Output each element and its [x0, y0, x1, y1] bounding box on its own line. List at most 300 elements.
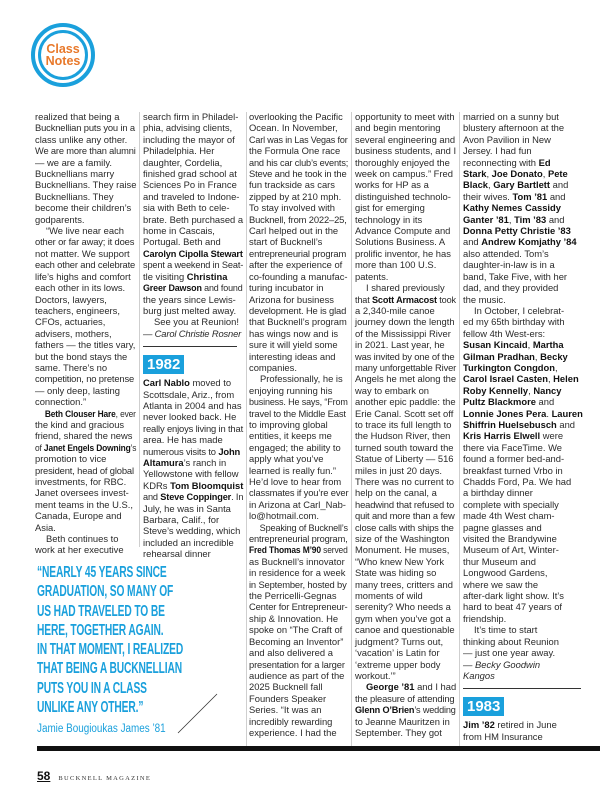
text-line: [355, 556, 456, 567]
bold-name: Carolyn Cipolla Stewart: [143, 247, 243, 259]
text-line: [463, 522, 587, 533]
text-line: [355, 522, 456, 533]
text-run: hard to beat 47 years of: [463, 601, 563, 613]
text-line: [35, 294, 136, 305]
text-run: a birthday dinner: [463, 487, 533, 499]
text-line: [143, 214, 243, 225]
text-run: gym when you’ve got a: [355, 612, 451, 624]
text-run: ,: [534, 350, 541, 362]
text-run: turing incubator in: [249, 282, 324, 294]
text-run: took: [436, 293, 456, 305]
bold-name: Steve Coppinger: [160, 491, 232, 503]
text-run: promotion to vice: [35, 453, 107, 465]
text-run: miles in just 20 days.: [355, 464, 443, 476]
text-run: many unforgettable River: [355, 361, 457, 373]
text-line: [249, 579, 348, 590]
text-line: [355, 373, 456, 384]
text-line: [355, 316, 456, 327]
text-line: [249, 659, 348, 670]
text-run: ,: [542, 168, 548, 180]
text-run: ’s ranch in: [183, 456, 227, 468]
text-run: It’s time to start: [474, 624, 538, 636]
text-run: size of the Washington: [355, 533, 450, 545]
text-run: I shared previously: [366, 282, 445, 294]
text-run: — only deep, lasting: [35, 384, 120, 396]
text-line: [35, 145, 135, 156]
text-run: Bucknell, from 2022–25,: [249, 213, 347, 225]
text-line: [463, 659, 587, 670]
text-line: [35, 373, 136, 384]
bold-name: Tom Bloomquist: [170, 479, 244, 491]
text-line: [463, 145, 587, 156]
decorative-slash: [170, 690, 225, 738]
text-line: [463, 544, 587, 555]
text-run: start of Bucknell’s: [249, 236, 323, 248]
text-run: that Bucknell’s program: [249, 316, 347, 328]
text-run: found a former bed-and-: [463, 453, 565, 465]
text-line: [249, 636, 348, 647]
text-run: including the mayor of: [143, 133, 235, 145]
bold-name: Joe Donato: [491, 168, 543, 180]
text-line: [249, 590, 348, 601]
text-line: [35, 339, 136, 350]
text-run: close calls with ships the: [355, 521, 454, 533]
text-line: [463, 179, 587, 190]
text-line: [463, 236, 587, 247]
text-run: ‘vacation’ is Latin for: [355, 647, 440, 659]
text-line: [355, 476, 456, 487]
text-line: [463, 601, 587, 612]
text-line: [249, 442, 348, 453]
text-line: [143, 168, 243, 179]
text-line: [249, 567, 348, 578]
text-run: ,: [488, 179, 494, 191]
text-run: numerous visits to: [143, 445, 219, 457]
text-line: [249, 282, 348, 293]
text-line: [463, 430, 587, 441]
text-run: another epic paddle: the: [355, 396, 456, 408]
text-line: [143, 111, 243, 122]
text-run: brate. Beth purchased a: [143, 213, 244, 225]
text-line: [355, 601, 456, 612]
text-run: There was no current to: [355, 476, 455, 487]
text-line: [143, 271, 243, 282]
text-line: [355, 179, 456, 190]
text-line: [355, 202, 456, 213]
text-run: other or far away; it does: [35, 236, 135, 248]
text-run: September. They got: [355, 726, 442, 738]
text-line: [463, 731, 587, 742]
text-run: fun trackside as cars: [249, 179, 335, 191]
text-run: incredibly rewarding: [249, 715, 333, 727]
text-run: Professionally, he is: [260, 373, 343, 385]
text-line: [35, 328, 136, 339]
text-line: [143, 145, 243, 156]
text-line: [35, 225, 136, 236]
text-line: [249, 294, 348, 305]
text-run: distinguished technolo-: [355, 190, 451, 202]
text-line: [143, 157, 243, 168]
text-line: [249, 145, 348, 156]
text-run: thur Museum and: [463, 555, 536, 567]
text-line: [249, 339, 348, 350]
text-run: and: [546, 213, 565, 225]
text-run: , ever: [115, 407, 136, 419]
text-line: [463, 248, 587, 259]
text-run: presentation for a larger: [249, 658, 345, 670]
text-line: [249, 499, 348, 510]
text-run: but the bond stays the: [35, 350, 128, 362]
pull-quote-line: US HAD TRAVELED TO BE: [37, 602, 165, 620]
text-run: work at her executive: [35, 544, 124, 556]
text-run: Jersey. I had fun: [463, 145, 532, 157]
publication-name: BUCKNELL MAGAZINE: [58, 775, 152, 782]
bold-name: Beth Clouser Hare: [44, 407, 116, 419]
text-line: [355, 453, 456, 464]
text-run: rehearsal dinner: [143, 548, 211, 560]
text-run: engaged; the ability to: [249, 441, 341, 453]
text-line: [35, 236, 136, 247]
text-line: [249, 453, 348, 464]
text-run: sia with Beth to cele-: [143, 202, 230, 214]
column-divider: [246, 112, 247, 746]
text-line: [355, 624, 456, 635]
bold-name: Glenn O’Brien: [355, 704, 415, 716]
bold-name: Fred Thomas M’90: [249, 544, 321, 556]
text-run: .: [546, 407, 552, 419]
text-run: fathers — the titles vary,: [35, 339, 136, 351]
bold-name: Lonnie Jones Pera: [463, 407, 547, 419]
text-line: [355, 214, 456, 225]
text-line: [249, 191, 348, 202]
text-line: [249, 647, 348, 658]
text-run: many trees, critters and: [355, 578, 453, 590]
text-line: [249, 122, 348, 133]
text-line: [143, 191, 243, 202]
text-line: [463, 373, 587, 384]
text-line: [355, 442, 456, 453]
text-line: [463, 719, 587, 730]
text-line: [355, 396, 456, 407]
text-line: [355, 145, 456, 156]
bold-name: Carol Israel Casten: [463, 373, 548, 385]
text-line: [143, 179, 243, 190]
text-run: godparents.: [35, 213, 85, 225]
text-run: never looked back. He: [143, 411, 237, 423]
text-line: [355, 499, 456, 510]
column-1: [35, 111, 136, 556]
text-run: entrepreneurial program: [249, 247, 347, 259]
text-run: advisers, mothers,: [35, 327, 112, 339]
bold-name: Gilman Pradhan: [463, 350, 535, 362]
text-run: where we saw the: [463, 578, 539, 590]
text-line: [249, 236, 348, 247]
text-line: [355, 259, 456, 270]
text-run: to trace its full length to: [355, 418, 452, 430]
text-run: burg just melted away.: [143, 304, 237, 316]
text-line: [463, 282, 587, 293]
text-run: each other in its lows.: [35, 282, 126, 294]
bold-name: Donna Petty Christie ’83: [463, 225, 571, 237]
pull-quote-line: THAT BEING A BUCKNELLIAN: [37, 660, 183, 678]
text-line: [249, 179, 348, 190]
text-run: canoe and questionable: [355, 624, 455, 636]
text-run: To stay involved with: [249, 202, 335, 214]
text-line: [143, 468, 243, 479]
text-line: [35, 487, 136, 498]
text-run: help on the canal, a: [355, 487, 437, 499]
text-run: the Formula One race: [249, 145, 341, 157]
text-run: Philadelphia. Her: [143, 145, 215, 157]
text-run: audience as part of the: [249, 669, 345, 681]
text-run: spent a weekend in Seat-: [143, 259, 244, 271]
text-line: [249, 248, 348, 259]
text-run: Longwood Gardens,: [463, 567, 548, 579]
text-run: Arizona for business: [249, 293, 334, 305]
text-line: [355, 328, 456, 339]
bold-name: Gary Bartlett: [493, 179, 551, 191]
text-line: [463, 579, 587, 590]
text-run: Bucknellians. They: [35, 190, 114, 202]
text-run: spoke on “The Craft of: [249, 624, 343, 636]
text-line: [463, 122, 587, 133]
text-line: [355, 704, 456, 716]
text-line: [355, 339, 456, 350]
text-line: [249, 533, 347, 544]
text-run: search firm in Philadel-: [143, 111, 239, 122]
text-line: [463, 385, 587, 396]
text-run: retired in June: [494, 719, 557, 731]
text-run: Angels he met along the: [355, 373, 457, 385]
text-run: Bucknellians marry: [35, 168, 115, 180]
text-run: ,: [527, 339, 533, 351]
text-run: ment teams in the U.S.,: [35, 498, 133, 510]
text-run: president, head of global: [35, 464, 134, 476]
text-line: [35, 202, 136, 213]
text-run: Founders Speaker: [249, 692, 327, 704]
text-run: Center for Entrepreneur-: [249, 601, 348, 613]
text-line: [249, 704, 348, 715]
text-run: In October, I celebrat-: [474, 304, 565, 316]
text-line: [463, 396, 587, 407]
text-line: [355, 430, 456, 441]
text-run: Becoming an Inventor”: [249, 635, 344, 647]
text-line: [463, 647, 587, 658]
text-line: [35, 305, 136, 316]
text-line: [463, 225, 587, 236]
text-line: [355, 567, 456, 578]
text-line: [249, 271, 348, 282]
text-run: serenity? Who needs a: [355, 601, 451, 613]
text-run: gist for emerging: [355, 202, 425, 214]
text-line: [35, 179, 136, 190]
text-line: [355, 693, 456, 704]
text-run: same. There’s no: [35, 361, 108, 373]
text-line: [355, 716, 456, 727]
text-line: [249, 133, 348, 145]
text-run: as Bucknell’s innovator: [249, 555, 345, 567]
text-line: [249, 727, 348, 738]
text-line: [249, 716, 348, 727]
text-line: [355, 134, 456, 145]
text-run: finished grad school at: [143, 168, 237, 180]
text-run: July, he was in Santa: [143, 502, 231, 514]
bold-name: Martha: [532, 339, 564, 351]
text-run: Canada, Europe and: [35, 510, 122, 522]
text-line: [143, 328, 243, 339]
text-line: [35, 533, 136, 544]
text-line: [355, 590, 456, 601]
text-line: [35, 499, 136, 510]
text-run: made 4th West cham-: [463, 510, 555, 522]
text-line: [35, 522, 136, 533]
text-run: the music.: [463, 293, 506, 305]
text-line: [463, 442, 587, 453]
text-line: [35, 351, 136, 362]
text-run: headwind that refused to: [355, 498, 455, 510]
text-line: [249, 305, 348, 316]
logo-inner-ring: [38, 30, 88, 80]
text-line: [463, 351, 587, 362]
text-line: [35, 510, 136, 521]
text-line: [249, 487, 348, 498]
text-run: quit and more than a few: [355, 510, 455, 522]
text-run: week on campus.” Fred: [355, 168, 453, 180]
text-line: [355, 225, 456, 236]
bold-name: Ganter ’81: [463, 213, 509, 225]
text-line: [355, 157, 456, 168]
text-run: judgment? Turns out,: [355, 635, 444, 647]
bold-name: Andrew Komjathy ’84: [481, 236, 577, 248]
text-run: of: [35, 441, 44, 453]
text-run: Janet oversees invest-: [35, 487, 129, 499]
text-line: [35, 214, 136, 225]
text-run: and: [535, 396, 555, 408]
text-line: [35, 168, 136, 179]
text-run: Scottsdale, Ariz., from: [143, 388, 235, 400]
text-line: [35, 259, 136, 270]
text-run: thinking about Reunion: [463, 635, 559, 647]
text-run: ,: [547, 373, 554, 385]
bold-name: Kris Harris Elwell: [463, 430, 541, 442]
text-line: [463, 533, 587, 544]
text-run: visited the Brandywine: [463, 533, 557, 545]
text-line: [35, 122, 136, 133]
bold-name: Kathy Nemes Cassidy: [463, 202, 561, 214]
text-line: [249, 214, 348, 225]
text-line: [355, 248, 456, 259]
text-line: [355, 533, 456, 544]
text-run: Advance Compute and: [355, 225, 451, 237]
bold-name: Tim ’83: [514, 213, 547, 225]
text-run: zipped by at 210 mph.: [249, 190, 342, 202]
text-line: [463, 259, 587, 270]
text-run: friendship.: [463, 612, 507, 624]
text-run: ed my 65th birthday with: [463, 316, 565, 328]
text-run: Museum of Art, Winter-: [463, 544, 559, 556]
text-line: [35, 191, 136, 202]
bold-name: Greer Dawson: [143, 282, 202, 294]
text-run: area. He has made: [143, 434, 223, 446]
class-year-badge: 1982: [143, 355, 184, 374]
text-line: [35, 396, 136, 407]
text-line: [35, 385, 136, 396]
text-run: Carl helped out in the: [249, 225, 339, 237]
text-run: and: [547, 190, 566, 202]
bold-name: Pete: [547, 168, 568, 180]
text-run: and: [550, 179, 569, 191]
text-line: [143, 537, 243, 548]
text-line: [249, 670, 348, 681]
text-run: lo@hotmail.com.: [249, 510, 319, 522]
text-run: become their children’s: [35, 202, 132, 214]
logo-text-notes: Notes: [45, 54, 81, 68]
text-run: friend, shared the news: [35, 430, 133, 442]
text-run: complete with specially: [463, 498, 559, 510]
text-line: [355, 681, 456, 692]
text-run: Doctors, lawyers,: [35, 293, 107, 305]
text-line: [249, 476, 348, 487]
text-run: works for HP as a: [355, 179, 429, 191]
text-line: [463, 214, 587, 225]
text-run: Ocean. In November,: [249, 122, 338, 134]
text-run: learned is really fun.”: [249, 464, 337, 476]
text-run: in residence for a week: [249, 567, 346, 579]
class-notes-logo: [31, 23, 95, 87]
text-line: [249, 510, 348, 521]
section-rule: [463, 688, 581, 689]
text-line: [249, 613, 348, 624]
text-run: business. He says, “From: [249, 396, 348, 408]
text-run: reconnecting with: [463, 156, 539, 168]
text-line: [355, 305, 456, 316]
text-run: technology in its: [355, 213, 423, 225]
text-line: [143, 294, 243, 305]
text-line: [463, 305, 587, 316]
text-line: [35, 316, 136, 327]
text-run: to Jeanne Mauritzen in: [355, 715, 450, 727]
bold-name: Christina: [186, 270, 228, 282]
bold-name: Carl Nablo: [143, 377, 190, 389]
text-line: [143, 423, 243, 434]
text-run: included an incredible: [143, 536, 234, 548]
bold-name: Scott Armacost: [371, 293, 437, 305]
text-line: [143, 202, 243, 213]
text-line: [463, 453, 587, 464]
text-run: Chadds Ford, Pa. We had: [463, 476, 572, 487]
signature: — Becky Goodwin: [463, 658, 541, 670]
text-run: moved to: [189, 377, 232, 389]
text-run: travel to the Middle East: [249, 407, 346, 419]
text-run: Series. “It was an: [249, 704, 322, 716]
text-line: [35, 419, 136, 430]
column-4: [355, 111, 456, 738]
text-line: [249, 624, 348, 635]
text-run: overlooking the Pacific: [249, 111, 343, 122]
text-run: after-dark light show. It’s: [463, 590, 564, 602]
text-run: Bucknellians. They raise: [35, 179, 137, 191]
text-line: [143, 491, 244, 503]
text-line: [355, 487, 456, 498]
text-line: [463, 111, 587, 122]
column-divider: [459, 112, 460, 746]
text-run: the Perricelli-Gegnas: [249, 590, 337, 602]
text-run: to improving global: [249, 418, 328, 430]
text-line: [35, 157, 136, 168]
text-line: [249, 202, 348, 213]
bold-name: Black: [463, 179, 489, 191]
text-line: [143, 316, 243, 327]
